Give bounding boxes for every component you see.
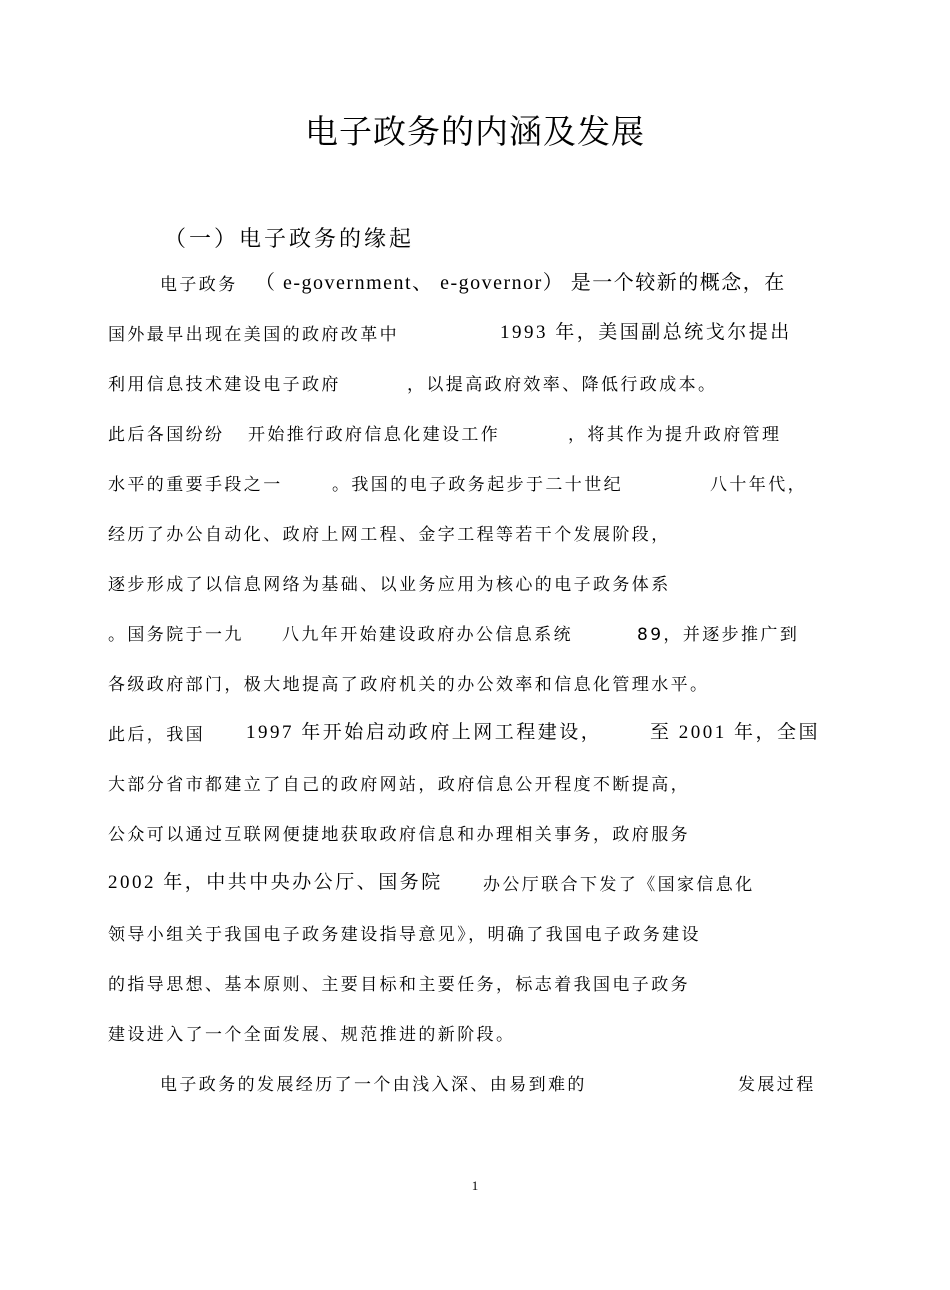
text-line-12: 公众可以通过互联网便捷地获取政府信息和办理相关事务，政府服务 (108, 825, 690, 845)
text-line-15: 的指导思想、基本原则、主要目标和主要任务，标志着我国电子政务 (108, 975, 690, 995)
text-line-8-seg-2: 八九年开始建设政府办公信息系统 (282, 625, 573, 645)
text-line-10-seg-3: 至 2001 年，全国 (650, 722, 821, 743)
text-line-1-seg-2: （ e-government、 e-governor） 是一个较新的概念，在 (255, 272, 786, 294)
text-line-6: 经历了办公自动化、政府上网工程、金字工程等若干个发展阶段， (108, 525, 671, 545)
text-line-17-seg-1: 电子政务的发展经历了一个由浅入深、由易到难的 (160, 1075, 587, 1095)
text-line-1-seg-1: 电子政务 (160, 275, 238, 295)
text-line-10-seg-1: 此后，我国 (108, 725, 205, 745)
text-line-3-seg-1: 利用信息技术建设电子政府 (108, 375, 341, 395)
text-line-9: 各级政府部门，极大地提高了政府机关的办公效率和信息化管理水平。 (108, 675, 710, 695)
text-line-13-seg-1: 2002 年，中共中央办公厅、国务院 (108, 872, 443, 893)
text-line-2-seg-1: 国外最早出现在美国的政府改革中 (108, 325, 399, 345)
text-line-13-seg-2: 办公厅联合下发了《国家信息化 (483, 875, 755, 895)
text-line-8-seg-3: 89，并逐步推广到 (637, 625, 800, 645)
text-line-17-seg-2: 发展过程 (738, 1075, 816, 1095)
text-line-8-seg-1: 。国务院于一九 (108, 625, 244, 645)
text-line-5-seg-3: 八十年代， (710, 475, 807, 495)
text-line-3-seg-2: ，以提高政府效率、降低行政成本。 (407, 375, 718, 395)
text-line-4-seg-1: 此后各国纷纷 (108, 425, 225, 445)
text-line-7: 逐步形成了以信息网络为基础、以业务应用为核心的电子政务体系 (108, 575, 671, 595)
text-line-14: 领导小组关于我国电子政务建设指导意见》，明确了我国电子政务建设 (108, 925, 701, 945)
section-heading: （一）电子政务的缘起 (164, 227, 415, 252)
text-line-16: 建设进入了一个全面发展、规范推进的新阶段。 (108, 1025, 516, 1045)
text-line-2-seg-2: 1993 年，美国副总统戈尔提出 (500, 322, 792, 343)
document-title: 电子政务的内涵及发展 (305, 112, 645, 151)
text-line-5-seg-1: 水平的重要手段之一 (108, 475, 283, 495)
text-line-10-seg-2: 1997 年开始启动政府上网工程建设， (246, 722, 603, 743)
page-number: 1 (471, 1178, 479, 1193)
text-line-4-seg-3: ，将其作为提升政府管理 (568, 425, 782, 445)
text-line-5-seg-2: 。我国的电子政务起步于二十世纪 (332, 475, 623, 495)
text-line-4-seg-2: 开始推行政府信息化建设工作 (248, 425, 501, 445)
text-line-11: 大部分省市都建立了自己的政府网站，政府信息公开程度不断提高， (108, 775, 690, 795)
